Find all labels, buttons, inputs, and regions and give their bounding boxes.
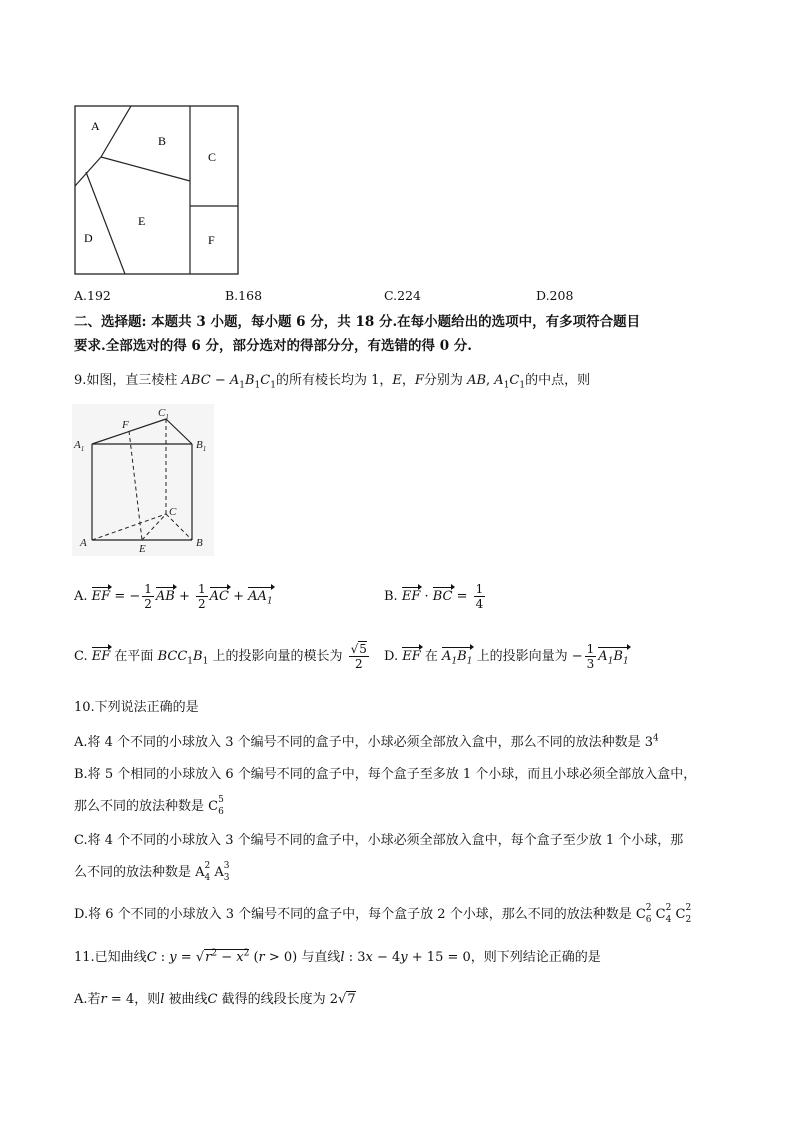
q9-option-c: C. EF 在平面 $BCC_1B_1$ 上的投影向量的模长为 $\frac{√5}{2}$: [74, 642, 367, 671]
region-label-e: E: [138, 214, 146, 228]
region-label-f: F: [208, 233, 215, 247]
region-label-d: D: [84, 231, 93, 245]
q9-option-b: B. EF · BC = $\frac{1}{4}$: [384, 582, 484, 611]
q10-option-d: D.将 6 个不同的小球放入 3 个编号不同的盒子中，每个盒子放 2 个小球，那么不同的放法种数是 $C_{6 2}$ $C_{4 2}$ $C_{2 2}$: [74, 902, 692, 925]
q10-option-c-line1: C.将 4 个不同的小球放入 3 个编号不同的盒子中，小球必须全部放入盒中，每个盒子至少放 1 个小球，那: [74, 833, 684, 848]
label-e: E: [139, 543, 146, 555]
label-c1: $C_1$: [158, 407, 169, 421]
label-b: B: [196, 537, 203, 549]
section-heading-line1: 二、选择题: 本题共 3 小题，每小题 6 分，共 18 分.在每小题给出的选项中，有多项符合题目: [74, 314, 641, 330]
prism-figure: [72, 404, 214, 556]
q8-option-a: A.192: [74, 288, 111, 303]
q10-option-b-line2: 那么不同的放法种数是 $C_{6 5}$: [74, 794, 224, 817]
q9-option-d: D. EF 在 $A_1B_1$ 上的投影向量为 − $\frac{1}{3}$ $A_1B_1$: [384, 642, 629, 671]
section-heading-line2: 要求.全部选对的得 6 分，部分选对的得部分分，有选错的得 0 分.: [74, 338, 472, 354]
region-label-c: C: [208, 150, 217, 164]
label-b1: $B_1$: [196, 439, 207, 453]
q10-stem: 10.下列说法正确的是: [74, 700, 199, 715]
label-a: A: [80, 537, 87, 549]
q8-option-b: B.168: [225, 288, 263, 303]
q9-stem: 9.如图，直三棱柱 ABC − $A_1B_1C_1$的所有棱长均为 1，E，F分别为 AB, $A_1C_1$的中点，则: [74, 373, 591, 391]
label-f: F: [122, 419, 129, 431]
q11-option-a: A.若r = 4，则l 被曲线C 截得的线段长度为 2√7: [74, 992, 356, 1007]
q8-option-c: C.224: [384, 288, 421, 303]
q8-option-d: D.208: [536, 288, 574, 303]
region-label-b: B: [158, 134, 167, 148]
q10-option-c-line2: 么不同的放法种数是 $A_{4 2}$ $A_{3 3}$: [74, 860, 230, 883]
region-label-a: A: [91, 119, 100, 133]
label-a1: $A_1$: [74, 439, 85, 453]
label-c: C: [169, 506, 177, 518]
q10-option-a: A.将 4 个不同的小球放入 3 个编号不同的盒子中，小球必须全部放入盒中，那么不同的放法种数是 $3^4$: [74, 733, 659, 750]
q11-stem: 11.已知曲线C : $y = √r^2 - x^2$ (r > 0) 与直线l : 3x − 4y + 15 = 0，则下列结论正确的是: [74, 948, 601, 965]
q9-option-a: A. EF = − $\frac{1}{2}$ AB + $\frac{1}{2}$ AC + $AA_1$: [74, 582, 273, 611]
partition-square-figure: [74, 105, 239, 275]
q10-option-b-line1: B.将 5 个相同的小球放入 6 个编号不同的盒子中，每个盒子至多放 1 个小球，而且小球必须全部放入盒中，: [74, 767, 697, 782]
